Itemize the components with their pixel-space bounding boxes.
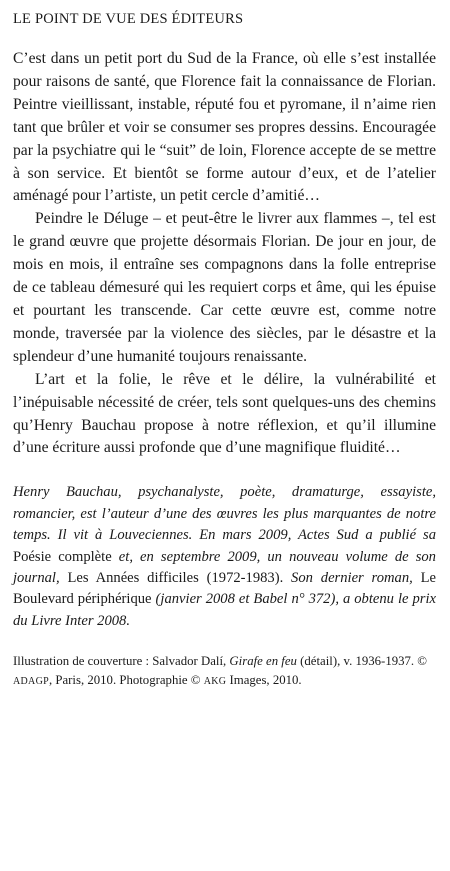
bio-text-3: (1972-1983). (198, 569, 292, 586)
synopsis-paragraph-1: C’est dans un petit port du Sud de la France, où elle s’est installée pour raisons de santé, que Florence fait la connaissance de Florian. Peintre vieillissant, instable, réputé fou et pyromane, il n’aime rien tant que brûler et voir se consumer ses propres dessins. Encouragée par la psychiatre qui le “suit” de loin, Florence accepte de se mettre à son service. Et bientôt se forme autour d’eux, et de l’atelier aménagé pour l’artiste, un petit cercle d’amitié… (13, 50, 436, 205)
credits-artwork-title: Girafe en feu (229, 654, 297, 669)
credits-suffix: Images, 2010. (226, 672, 302, 687)
bio-title-poesie: Poésie complète (13, 548, 112, 565)
credits-prefix: Illustration de couverture : Salvador Dalí, (13, 654, 230, 669)
bio-text-4: Son dernier roman, (291, 569, 421, 586)
credits-mid: , Paris, 2010. Photographie © (48, 672, 204, 687)
credits-adagp: ADAGP (13, 675, 49, 687)
bio-title-annees: Les Années difficiles (67, 569, 199, 586)
synopsis (13, 48, 436, 460)
section-heading: LE POINT DE VUE DES ÉDITEURS (13, 11, 244, 27)
cover-credits (13, 652, 436, 691)
bio-text-2: et, en septembre 2009, un nouveau volume de son journal, (13, 548, 436, 586)
bio-text-1: Henry Bauchau, psychanalyste, poète, dramaturge, essayiste, romancier, est l’auteur d’une des œuvres les plus marquantes de notre temps. Il vit à Louveciennes. En mars 2009, Actes Sud a publié sa (13, 484, 436, 544)
synopsis-paragraph-3: L’art et la folie, le rêve et le délire, la vulnérabilité et l’inépuisable nécessité de créer, tels sont quelques-uns des chemins qu’Henry Bauchau propose à notre réflexion, et qu’il illumine d’une écriture aussi profonde que d’une magnifique fluidité… (13, 370, 436, 457)
bio-text-5: (janvier 2008 et Babel n° 372), a obtenu le prix du Livre Inter 2008. (13, 591, 436, 629)
credits-akg: AKG (203, 675, 227, 687)
synopsis-paragraph-2: Peindre le Déluge – et peut-être le livrer aux flammes –, tel est le grand œuvre que projette désormais Florian. De jour en jour, de mois en mois, il entraîne ses compagnons dans la folle entreprise de ce tableau démesuré qui les requiert corps et âme, qui les épuise et pourtant les transcende. Car cette œuvre est, comme notre monde, traversée par la violence des siècles, par le désastre et la splendeur d’une humanité toujours renaissante. (13, 210, 436, 365)
bio-title-boulevard: Le Boulevard périphérique (13, 569, 437, 608)
credits-detail: (détail), v. 1936-1937. © (296, 654, 428, 669)
author-bio (13, 482, 436, 632)
